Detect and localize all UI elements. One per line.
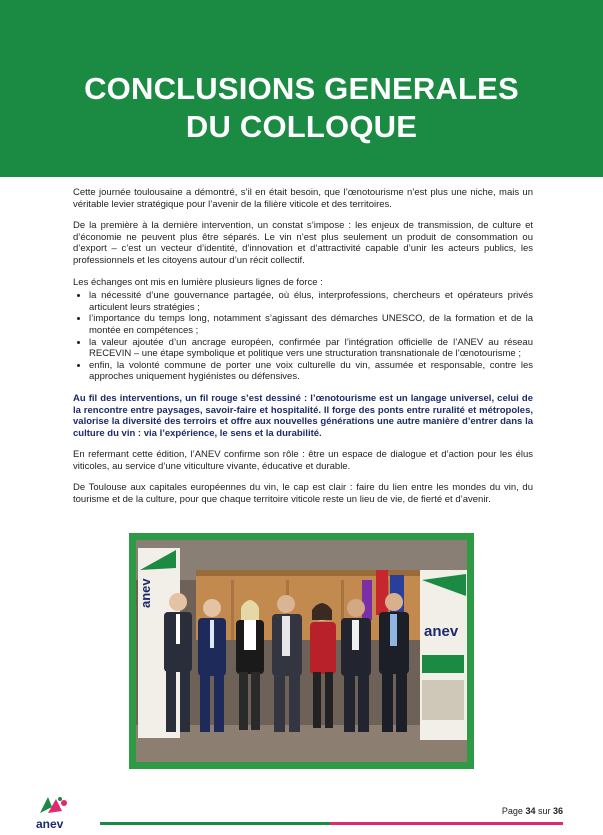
group-photo-illustration [136, 540, 467, 762]
paragraph-cap: De Toulouse aux capitales européennes du vin, le cap est clair : faire du lien entre les mondes du vin, du tourisme et de la culture, pour que chaque territoire viticole reste un lieu de vie, de fierté et d’avenir. [73, 482, 533, 506]
logo-text: anev [36, 817, 64, 831]
anev-logo [34, 793, 74, 835]
footer-divider [100, 822, 563, 825]
bullet-item: • enfin, la volonté commune de porter une voix culturelle du vin, assumée et responsable, contre les approches uniquement hygiénistes ou défensives. [89, 360, 533, 383]
bullet-item: • l’importance du temps long, notamment s’agissant des démarches UNESCO, de la formation et de la montée en compétences ; [89, 313, 533, 336]
bullet-item: • la valeur ajoutée d’un ancrage européen, confirmée par l’intégration officielle de l’ANEV au réseau RECEVIN – une étape symbolique et politique vers une structuration transnationale de l’œnotourisme ; [89, 337, 533, 360]
group-photo-frame [129, 533, 474, 769]
title-line-1: CONCLUSIONS GENERALES [84, 71, 519, 106]
paragraph-constat: De la première à la dernière intervention, un constat s’impose : les enjeux de transmission, de culture et d’économie ne peuvent plus être séparés. Le vin n’est plus seulement un produit de consommation ou d’export – c’est un vecteur d’identité, d’innovation et d’attractivité capable d’unir les acteurs publics, les professionnels et les citoyens autour d’un récit collectif. [73, 220, 533, 266]
paragraph-anev-role: En refermant cette édition, l’ANEV confirme son rôle : être un espace de dialogue et d’action pour les élus viticoles, au service d’une viticulture vivante, éducative et durable. [73, 449, 533, 472]
bullet-item: • la nécessité d’une gouvernance partagée, où élus, interprofessions, chercheurs et opérateurs privés articulent leurs stratégies ; [89, 290, 533, 313]
group-photo [136, 540, 467, 762]
paragraph-intro: Cette journée toulousaine a démontré, s’il en était besoin, que l’œnotourisme n’est plus une niche, mais un véritable levier stratégique pour l’avenir de la filière viticole et des territoires. [73, 187, 533, 210]
paragraph-lignes: Les échanges ont mis en lumière plusieurs lignes de force : [73, 276, 323, 288]
left-banner-text: anev [138, 578, 153, 608]
page-number: Page 34 sur 36 [501, 806, 563, 816]
body-content [73, 187, 533, 516]
bullet-list [73, 290, 533, 383]
title-line-2: DU COLLOQUE [185, 109, 418, 144]
header-banner [0, 0, 603, 177]
paragraph-fil-rouge: Au fil des interventions, un fil rouge s’est dessiné : l’œnotourisme est un langage universel, celui de la rencontre entre paysages, savoir-faire et hospitalité. Il forge des ponts entre ruralité et métropoles, valorise la diversité des terroirs et offre aux nouvelles générations une autre manière d’entrer dans la culture du vin : via l’expérience, le sens et la durabilité. [73, 392, 533, 439]
page-title [0, 70, 603, 146]
right-banner-text: anev [424, 623, 459, 640]
logo-mark-icon [34, 793, 74, 819]
